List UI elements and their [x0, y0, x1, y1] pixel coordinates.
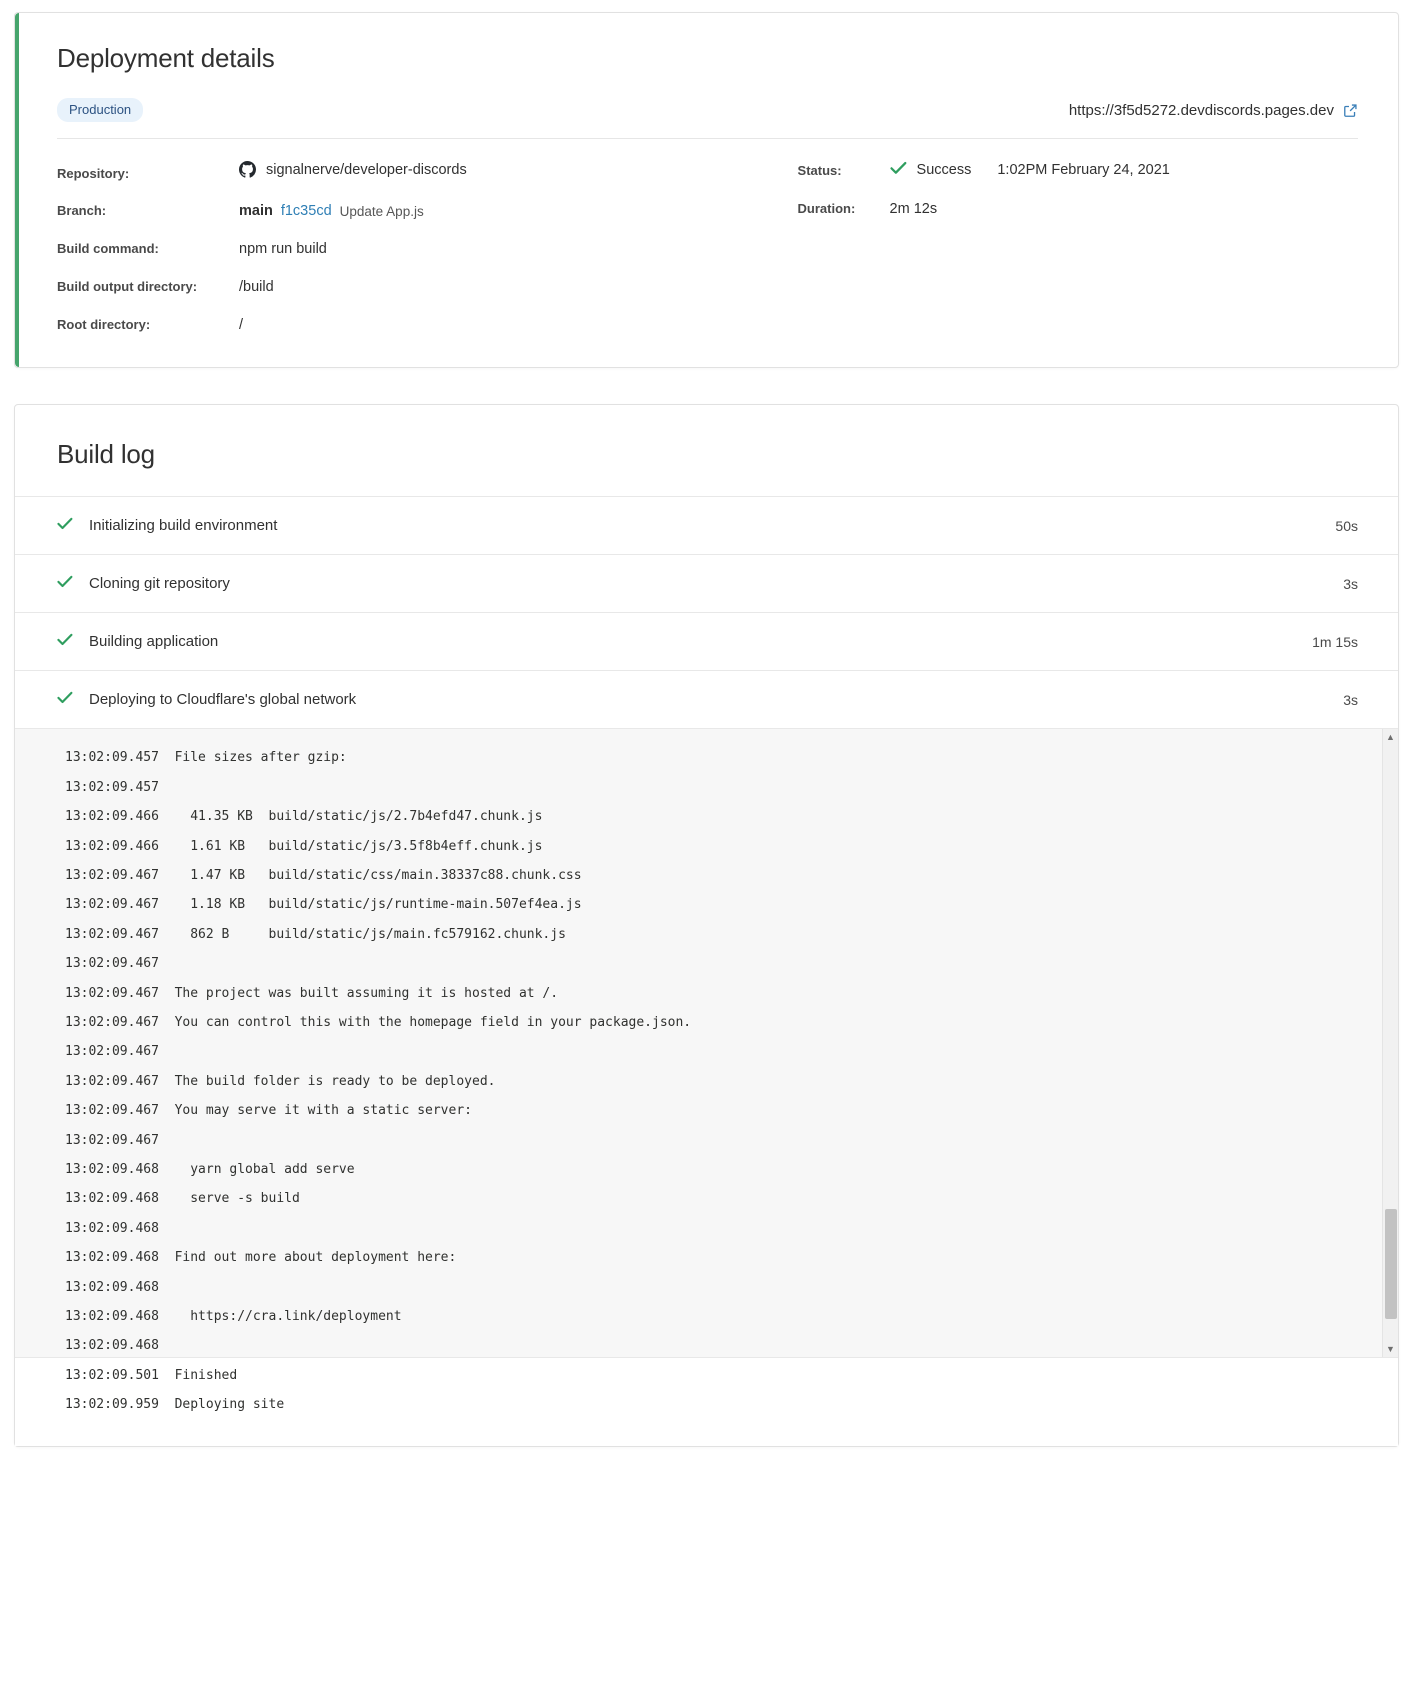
deployment-summary-row [57, 98, 1358, 139]
log-message: Find out more about deployment here: [158, 1250, 457, 1266]
log-line [65, 890, 1364, 919]
branch-row [57, 203, 786, 219]
log-line [65, 1155, 1364, 1184]
log-timestamp: 13:02:09.467 [65, 1044, 159, 1060]
log-line [65, 1331, 1364, 1360]
build-log-title: Build log [57, 439, 155, 470]
log-line [65, 979, 1364, 1008]
repository-value [239, 161, 467, 178]
duration-row [798, 201, 1358, 217]
build-step-initializing[interactable] [15, 496, 1398, 554]
log-line [65, 920, 1364, 949]
github-icon [239, 161, 256, 178]
build-step-duration: 50s [1335, 517, 1358, 534]
log-line [65, 1273, 1364, 1302]
environment-badge: Production [57, 98, 143, 122]
external-link-icon [1343, 103, 1358, 118]
log-message: You can control this with the homepage field in your package.json. [158, 1014, 692, 1030]
branch-value [239, 203, 424, 219]
check-icon [890, 161, 907, 179]
log-line [65, 1243, 1364, 1272]
log-line [65, 743, 1364, 772]
status-label: Status: [797, 163, 842, 179]
build-command-value: npm run build [239, 241, 327, 258]
build-step-label: Initializing build environment [89, 517, 278, 535]
status-value: Success [916, 162, 972, 179]
log-line [65, 1214, 1364, 1243]
build-output-label: Build output directory: [57, 279, 198, 295]
log-timestamp: 13:02:09.468 [65, 1161, 159, 1177]
log-message: 1.18 KB build/static/js/runtime-main.507ef4ea.js [158, 897, 582, 913]
deployment-url-text: https://3f5d5272.devdiscords.pages.dev [1068, 101, 1334, 119]
log-message: File sizes after gzip: [158, 750, 347, 766]
deployment-details-card [14, 12, 1399, 368]
log-timestamp: 13:02:09.468 [65, 1309, 159, 1325]
log-line [65, 1126, 1364, 1155]
status-badge [890, 161, 1170, 179]
check-icon [57, 633, 73, 650]
log-line [65, 1037, 1364, 1066]
build-log-console[interactable] [15, 729, 1398, 1413]
build-command-row [57, 241, 786, 257]
build-step-duration: 1m 15s [1312, 633, 1358, 650]
log-line [65, 1067, 1364, 1096]
build-step-label: Cloning git repository [89, 575, 230, 593]
duration-value: 2m 12s [889, 201, 938, 218]
log-timestamp: 13:02:09.468 [65, 1250, 159, 1266]
status-row [798, 161, 1358, 179]
deployment-meta-right [786, 161, 1358, 333]
log-message: yarn global add serve [158, 1161, 355, 1177]
check-icon [57, 691, 73, 708]
repository-label: Repository: [57, 166, 130, 182]
deployment-meta-grid [57, 139, 1358, 333]
build-step-deploying[interactable] [15, 670, 1398, 728]
log-line [65, 1096, 1364, 1125]
build-step-duration: 3s [1343, 691, 1358, 708]
log-timestamp: 13:02:09.467 [65, 1132, 159, 1148]
deployment-url-link[interactable] [1069, 102, 1358, 119]
log-line [65, 832, 1364, 861]
status-timestamp: 1:02PM February 24, 2021 [997, 162, 1170, 179]
log-message: Deploying site [158, 1397, 285, 1413]
repository-row [57, 161, 786, 181]
log-timestamp: 13:02:09.457 [65, 750, 159, 766]
log-timestamp: 13:02:09.468 [65, 1220, 159, 1236]
log-timestamp: 13:02:09.468 [65, 1191, 159, 1207]
log-line [65, 1302, 1364, 1331]
log-message: You may serve it with a static server: [158, 1103, 472, 1119]
root-directory-row [57, 317, 786, 333]
log-message: serve -s build [158, 1191, 300, 1207]
check-icon [57, 575, 73, 592]
log-timestamp: 13:02:09.467 [65, 956, 159, 972]
duration-label: Duration: [797, 201, 856, 217]
build-output-row [57, 279, 786, 295]
log-message: The build folder is ready to be deployed. [158, 1073, 496, 1089]
log-line [65, 802, 1364, 831]
log-line [65, 861, 1364, 890]
build-step-label: Deploying to Cloudflare's global network [89, 691, 357, 709]
log-timestamp: 13:02:09.467 [65, 1014, 159, 1030]
branch-label: Branch: [57, 203, 107, 219]
log-message: 862 B build/static/js/main.fc579162.chunk.js [158, 926, 566, 942]
console-scrollbar[interactable] [1382, 729, 1398, 1357]
deployment-meta-left [57, 161, 786, 333]
log-line [65, 773, 1364, 802]
log-timestamp: 13:02:09.457 [65, 779, 159, 795]
log-timestamp: 13:02:09.468 [65, 1338, 159, 1354]
log-message: https://cra.link/deployment [158, 1309, 402, 1325]
commit-sha-link[interactable]: f1c35cd [280, 203, 332, 220]
build-log-console-wrapper [15, 728, 1398, 1413]
log-line [65, 1008, 1364, 1037]
branch-name: main [239, 203, 273, 220]
build-command-label: Build command: [57, 241, 159, 257]
scrollbar-thumb[interactable] [1385, 1209, 1397, 1319]
repository-name: signalnerve/developer-discords [266, 161, 467, 178]
root-directory-label: Root directory: [57, 317, 151, 333]
scroll-down-arrow-icon[interactable]: ▼ [1386, 1344, 1395, 1355]
root-directory-value: / [239, 317, 244, 334]
log-timestamp: 13:02:09.467 [65, 1073, 159, 1089]
log-timestamp: 13:02:09.466 [65, 809, 159, 825]
log-timestamp: 13:02:09.467 [65, 867, 159, 883]
build-step-duration: 3s [1343, 575, 1358, 592]
log-message: The project was built assuming it is hosted at /. [158, 985, 559, 1001]
build-step-building[interactable] [15, 612, 1398, 670]
log-message: 1.47 KB build/static/css/main.38337c88.chunk.css [158, 867, 582, 883]
build-step-cloning[interactable] [15, 554, 1398, 612]
check-icon [57, 517, 73, 534]
commit-message: Update App.js [339, 203, 424, 219]
log-timestamp: 13:02:09.467 [65, 926, 159, 942]
scroll-up-arrow-icon[interactable]: ▲ [1386, 732, 1395, 743]
log-line [65, 1390, 1364, 1419]
log-message: Finished [158, 1367, 238, 1383]
build-log-card [14, 404, 1399, 1447]
log-message: 1.61 KB build/static/js/3.5f8b4eff.chunk.js [158, 838, 543, 854]
log-timestamp: 13:02:09.467 [65, 985, 159, 1001]
log-line [65, 949, 1364, 978]
log-timestamp: 13:02:09.467 [65, 897, 159, 913]
log-message: 41.35 KB build/static/js/2.7b4efd47.chunk.js [158, 809, 543, 825]
log-timestamp: 13:02:09.466 [65, 838, 159, 854]
build-output-value: /build [239, 279, 274, 296]
build-step-label: Building application [89, 633, 219, 651]
log-timestamp: 13:02:09.959 [65, 1397, 159, 1413]
log-line [65, 1184, 1364, 1213]
log-line [65, 1361, 1364, 1390]
log-timestamp: 13:02:09.467 [65, 1103, 159, 1119]
log-timestamp: 13:02:09.501 [65, 1367, 159, 1383]
log-timestamp: 13:02:09.468 [65, 1279, 159, 1295]
page-title: Deployment details [57, 43, 275, 73]
